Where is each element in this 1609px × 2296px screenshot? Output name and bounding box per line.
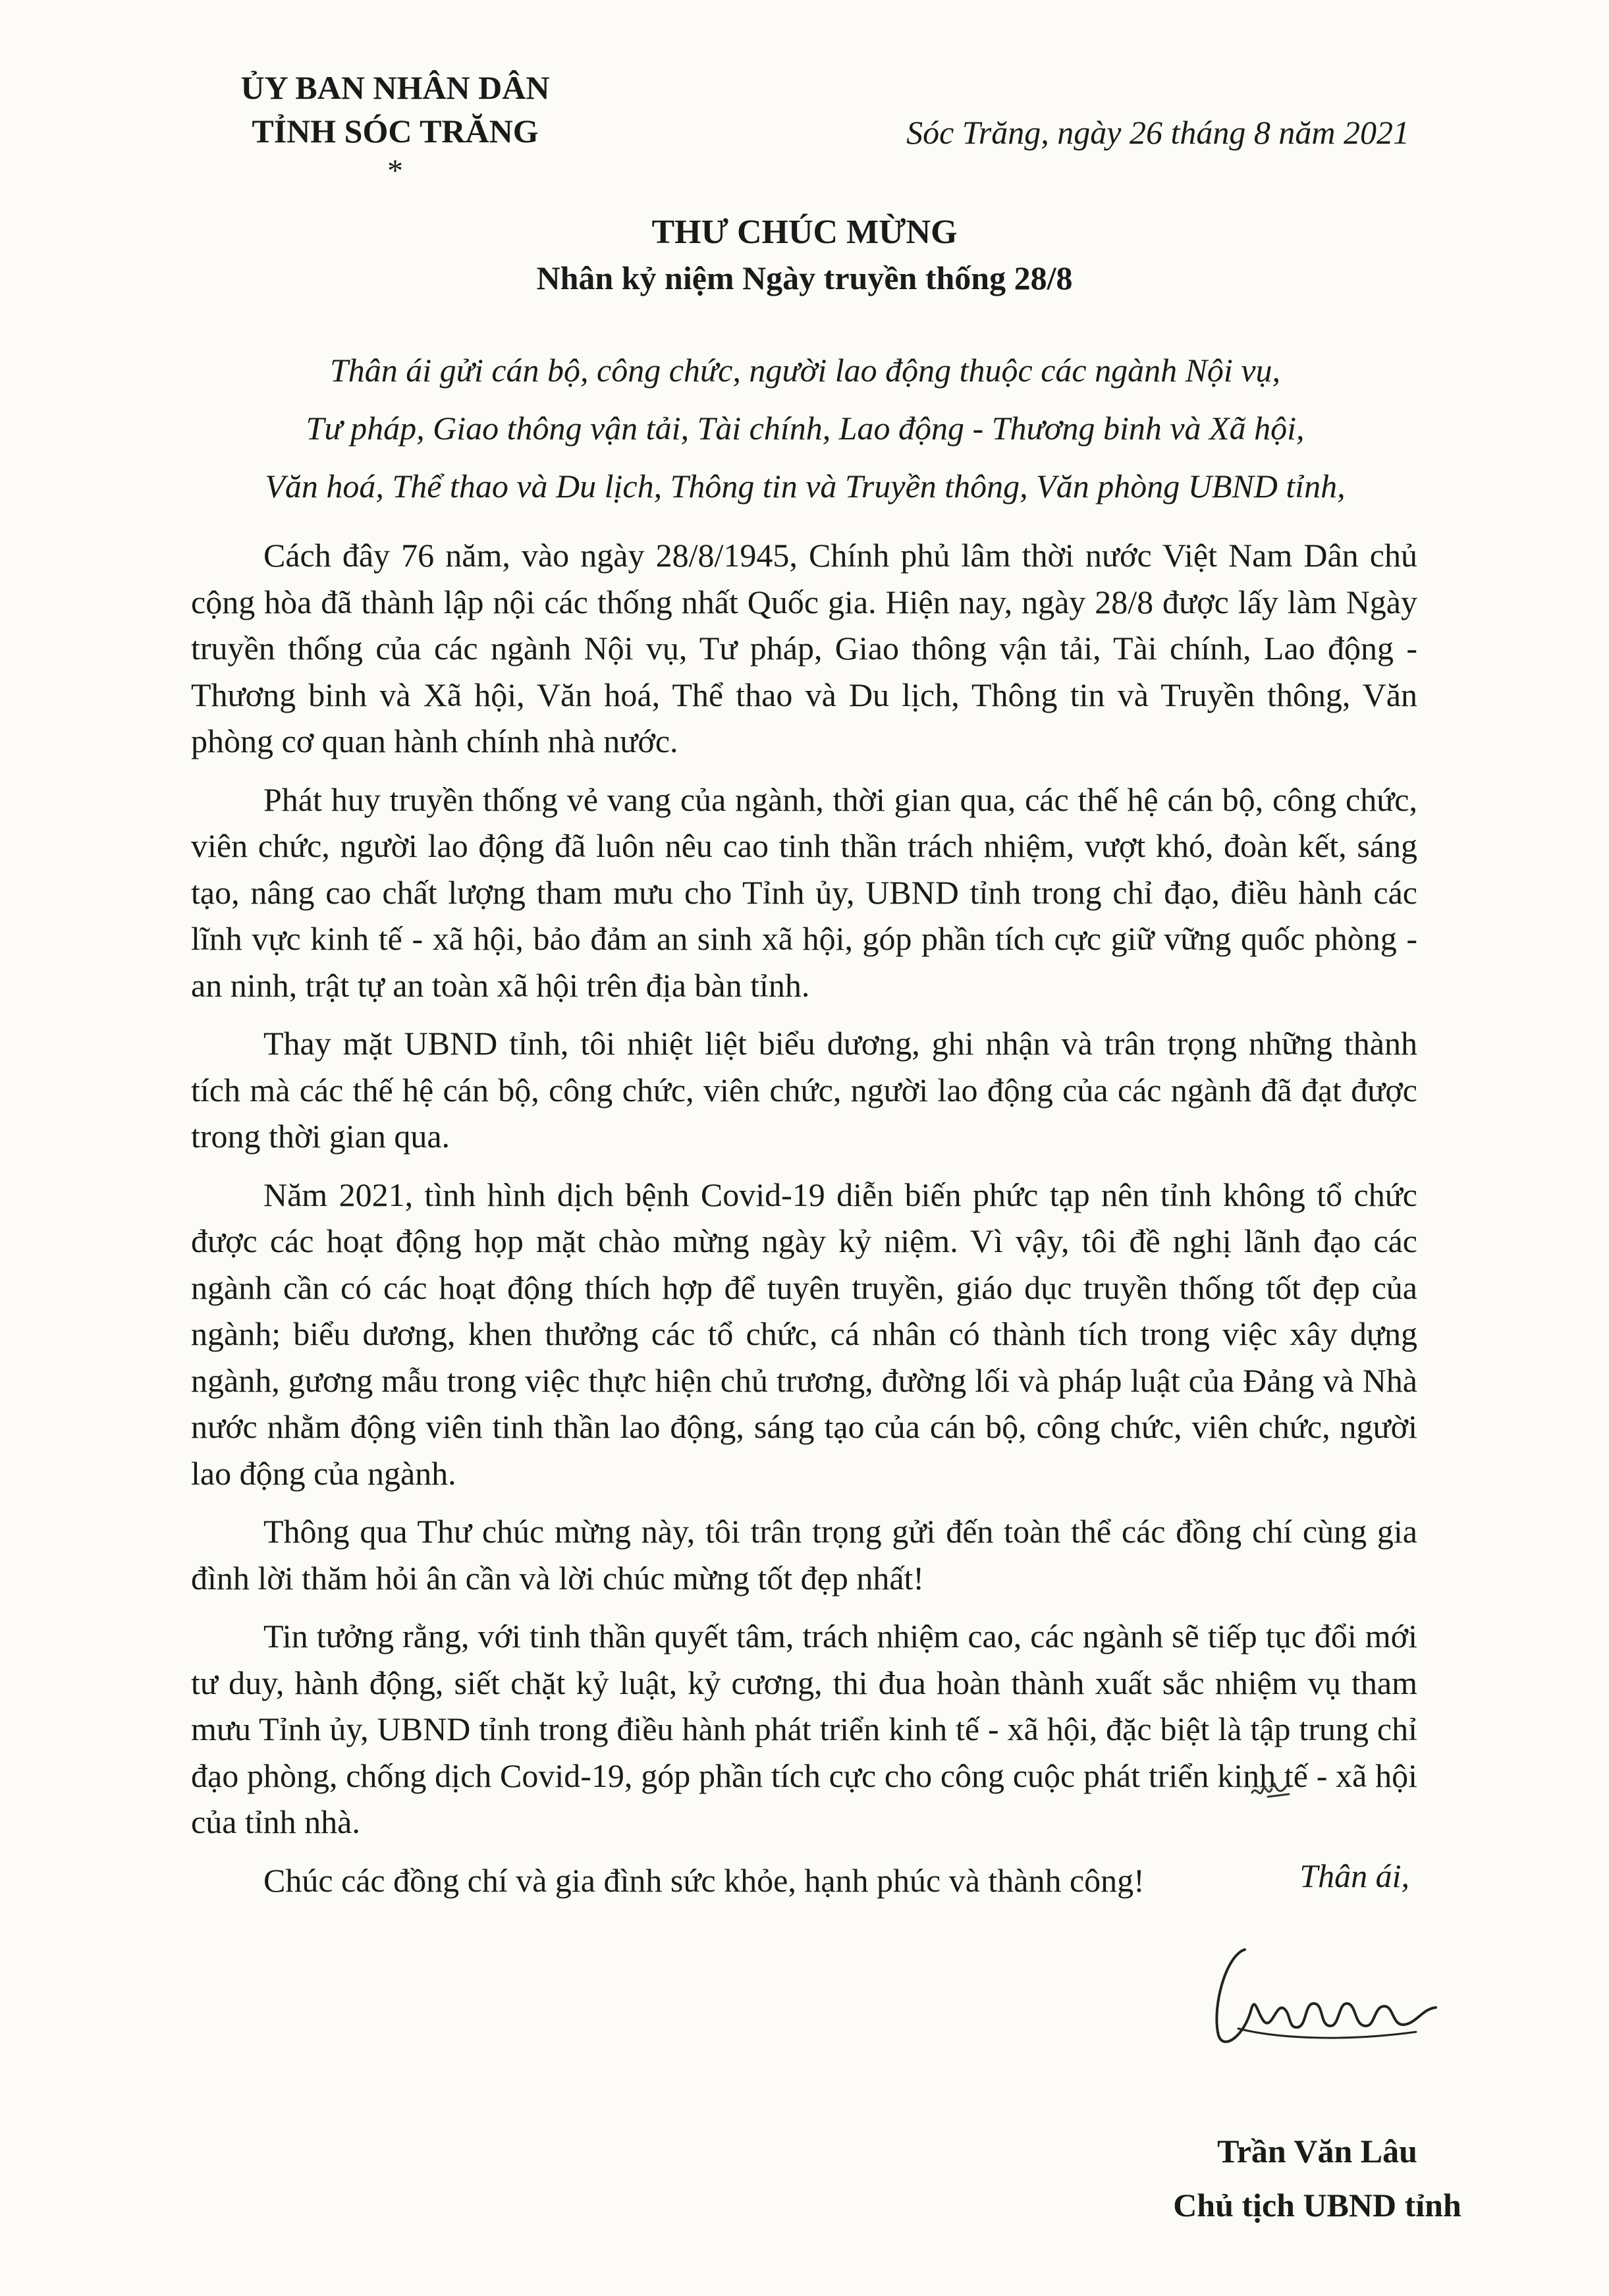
title-subtitle: Nhân kỷ niệm Ngày truyền thống 28/8	[536, 260, 1073, 296]
body-paragraph: Chúc các đồng chí và gia đình sức khỏe, hạnh phúc và thành công!	[263, 1861, 1145, 1899]
salutation-line: Tư pháp, Giao thông vận tải, Tài chính, Lao động - Thương binh và Xã hội,	[306, 410, 1305, 447]
org-line-2: TỈNH SÓC TRĂNG	[252, 113, 539, 150]
signer-position: Chủ tịch UBND tỉnh	[1173, 2187, 1461, 2224]
handwritten-signature	[1199, 1930, 1449, 2062]
signer-name: Trần Văn Lâu	[1217, 2133, 1417, 2170]
org-star-mark: *	[387, 153, 403, 188]
body-paragraph: Cách đây 76 năm, vào ngày 28/8/1945, Chính phủ lâm thời nước Việt Nam Dân chủ cộng hòa đã thành lập nội các thống nhất Quốc gia. Hiện nay, ngày 28/8 được lấy làm Ngày truyền thống của các ngành Nội vụ, Tư pháp, Giao thông vận tải, Tài chính, Lao động - Thương binh và Xã hội, Văn hoá, Thể thao và Du lịch, Thông tin và Truyền thông, Văn phòng cơ quan hành chính nhà nước.	[191, 537, 1417, 759]
body-paragraph: Tin tưởng rằng, với tinh thần quyết tâm, trách nhiệm cao, các ngành sẽ tiếp tục đổi mới tư duy, hành động, siết chặt kỷ luật, kỷ cương, thi đua hoàn thành xuất sắc nhiệm vụ tham mưu Tỉnh ủy, UBND tỉnh trong điều hành phát triển kinh tế - xã hội, đặc biệt là tập trung chỉ đạo phòng, chống dịch Covid-19, góp phần tích cực cho công cuộc phát triển kinh tế - xã hội của tỉnh nhà.	[191, 1618, 1417, 1840]
issuing-organization	[217, 66, 573, 187]
letter-title	[0, 209, 1609, 300]
salutation-line: Thân ái gửi cán bộ, công chức, người lao động thuộc các ngành Nội vụ,	[329, 352, 1281, 389]
closing-remark: Thân ái,	[1299, 1857, 1409, 1894]
handwritten-initial	[1248, 1772, 1294, 1805]
letter-body	[191, 532, 1417, 1915]
body-paragraph: Thay mặt UBND tỉnh, tôi nhiệt liệt biểu dương, ghi nhận và trân trọng những thành tích mà các thế hệ cán bộ, công chức, viên chức, người lao động của các ngành đã đạt được trong thời gian qua.	[191, 1025, 1417, 1155]
salutation-line: Văn hoá, Thể thao và Du lịch, Thông tin và Truyền thông, Văn phòng UBND tỉnh,	[265, 468, 1346, 505]
org-line-1: ỦY BAN NHÂN DÂN	[240, 69, 550, 106]
title-main: THƯ CHÚC MỪNG	[651, 213, 958, 251]
signer-block	[1080, 2124, 1554, 2232]
body-paragraph: Phát huy truyền thống vẻ vang của ngành, thời gian qua, các thế hệ cán bộ, công chức, viên chức, người lao động đã luôn nêu cao tinh thần trách nhiệm, vượt khó, đoàn kết, sáng tạo, nâng cao chất lượng tham mưu cho Tỉnh ủy, UBND tỉnh trong chỉ đạo, điều hành các lĩnh vực kinh tế - xã hội, bảo đảm an sinh xã hội, góp phần tích cực giữ vững quốc phòng - an ninh, trật tự an toàn xã hội trên địa bàn tỉnh.	[191, 780, 1417, 1004]
salutation	[165, 341, 1446, 515]
place-and-date: Sóc Trăng, ngày 26 tháng 8 năm 2021	[906, 114, 1409, 151]
body-paragraph: Thông qua Thư chúc mừng này, tôi trân trọng gửi đến toàn thể các đồng chí cùng gia đình lời thăm hỏi ân cần và lời chúc mừng tốt đẹp nhất!	[191, 1513, 1417, 1597]
body-paragraph: Năm 2021, tình hình dịch bệnh Covid-19 diễn biến phức tạp nên tỉnh không tổ chức được các hoạt động họp mặt chào mừng ngày kỷ niệm. Vì vậy, tôi đề nghị lãnh đạo các ngành cần có các hoạt động thích hợp để tuyên truyền, giáo dục truyền thống tốt đẹp của ngành; biểu dương, khen thưởng các tổ chức, cá nhân có thành tích trong việc xây dựng ngành, gương mẫu trong việc thực hiện chủ trương, đường lối và pháp luật của Đảng và Nhà nước nhằm động viên tinh thần lao động, sáng tạo của cán bộ, công chức, viên chức, người lao động của ngành.	[191, 1176, 1417, 1492]
